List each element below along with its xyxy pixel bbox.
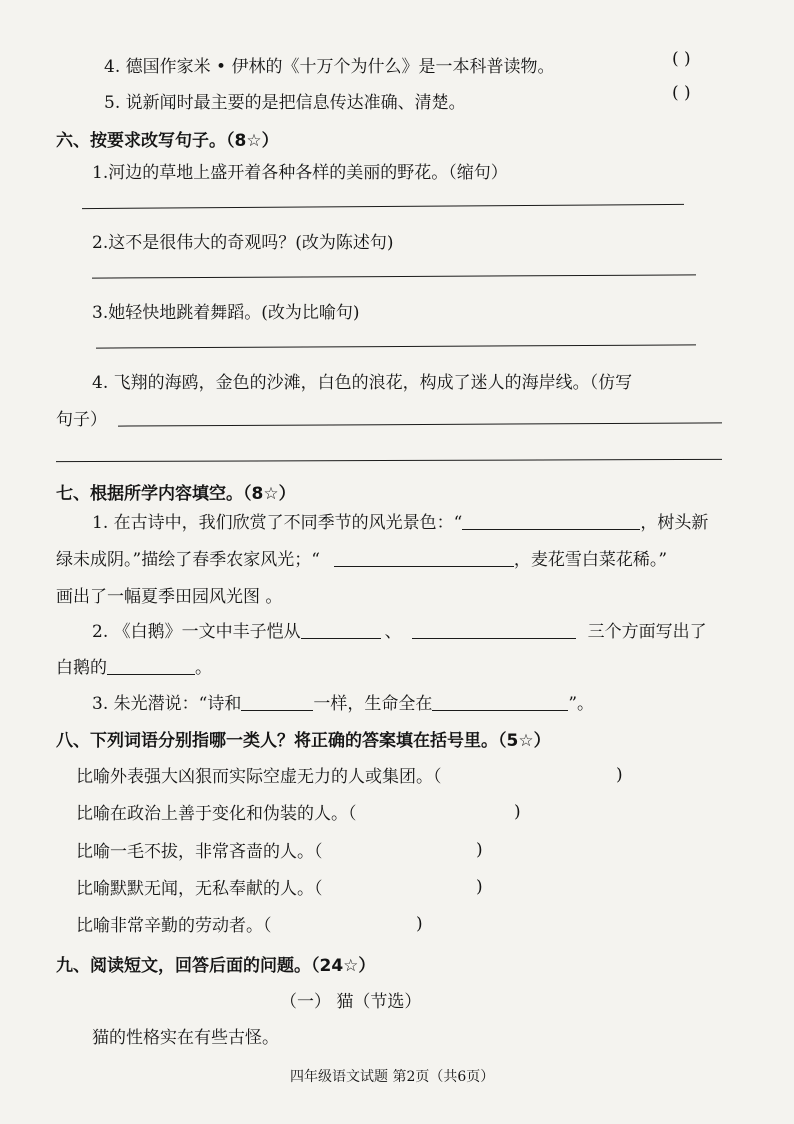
- fill-q1-text-b: ，树头新: [640, 513, 709, 533]
- fill-q2-sep: 、: [384, 622, 402, 642]
- rewrite-q3: 3.她轻快地跳着舞蹈。(改为比喻句): [92, 303, 360, 323]
- fill-q2-text-d: 。: [195, 658, 212, 678]
- blank-goose-trait[interactable]: [107, 658, 195, 675]
- idiom-paren-close-5[interactable]: ): [416, 914, 423, 934]
- judge-q5: 5. 说新闻时最主要的是把信息传达准确、清楚。: [104, 93, 466, 113]
- fill-q3-text-a: 3. 朱光潜说：“诗和: [92, 694, 242, 714]
- blank-poem-summer[interactable]: [334, 550, 514, 567]
- idiom-item-5: 比喻非常辛勤的劳动者。（: [76, 916, 272, 936]
- fill-q1-text-d: ，麦花雪白菜花稀。”: [513, 550, 668, 570]
- section-6-heading: 六、按要求改写句子。（8☆）: [56, 131, 279, 151]
- rewrite-q4-line2: 句子）: [56, 410, 107, 430]
- fill-q1-text-a: 1. 在古诗中，我们欣赏了不同季节的风光景色：“: [92, 513, 463, 533]
- idiom-paren-close-2[interactable]: ): [514, 802, 521, 822]
- page-footer: 四年级语文试题 第2页（共6页）: [290, 1069, 495, 1085]
- fill-q2-text-b: 三个方面写出了: [587, 622, 707, 642]
- blank-life-in[interactable]: [432, 694, 568, 711]
- idiom-paren-close-4[interactable]: ): [476, 877, 483, 897]
- answer-line-q1[interactable]: [82, 204, 684, 209]
- answer-paren-q4[interactable]: ( ): [672, 49, 691, 69]
- fill-q3-line: [92, 693, 594, 715]
- blank-poem-like[interactable]: [241, 694, 313, 711]
- answer-line-q4b[interactable]: [56, 459, 722, 462]
- reading-line-1: 猫的性格实在有些古怪。: [92, 1028, 279, 1048]
- fill-q3-text-b: 一样，生命全在: [313, 694, 433, 714]
- fill-q1-line3: 画出了一幅夏季田园风光图 。: [56, 587, 283, 607]
- fill-q1-line1: [92, 512, 708, 534]
- blank-aspect-2-3[interactable]: [412, 622, 576, 639]
- idiom-item-3: 比喻一毛不拔，非常吝啬的人。（: [76, 842, 323, 862]
- blank-poem-spring[interactable]: [462, 513, 640, 530]
- fill-q3-text-c: ”。: [568, 694, 595, 714]
- reading-subtitle: （一） 猫（节选）: [280, 992, 422, 1012]
- fill-q2-text-c: 白鹅的: [56, 658, 107, 678]
- answer-line-q3[interactable]: [96, 344, 696, 348]
- idiom-paren-close-1[interactable]: ): [616, 765, 623, 785]
- idiom-paren-close-3[interactable]: ): [476, 840, 483, 860]
- section-8-heading: 八、下列词语分别指哪一类人？将正确的答案填在括号里。（5☆）: [56, 731, 551, 751]
- section-7-heading: 七、根据所学内容填空。（8☆）: [56, 484, 296, 504]
- idiom-item-2: 比喻在政治上善于变化和伪装的人。（: [76, 804, 357, 824]
- rewrite-q4-line1: 4. 飞翔的海鸥，金色的沙滩，白色的浪花，构成了迷人的海岸线。（仿写: [92, 373, 633, 393]
- answer-line-q2[interactable]: [92, 274, 696, 278]
- judge-q4: 4. 德国作家米 • 伊林的《十万个为什么》是一本科普读物。: [104, 57, 555, 77]
- answer-paren-q5[interactable]: ( ): [672, 83, 691, 103]
- section-9-heading: 九、阅读短文，回答后面的问题。（24☆）: [56, 956, 376, 976]
- fill-q2-text-a: 2. 《白鹅》一文中丰子恺从: [92, 622, 301, 642]
- fill-q2-line1: [92, 621, 707, 643]
- idiom-item-1: 比喻外表强大凶狠而实际空虚无力的人或集团。（: [76, 767, 442, 787]
- idiom-item-4: 比喻默默无闻，无私奉献的人。（: [76, 879, 323, 899]
- fill-q1-line2: [56, 549, 667, 571]
- fill-q2-line2: [56, 657, 212, 679]
- fill-q1-text-c: 绿未成阴。”描绘了春季农家风光；“: [56, 550, 320, 570]
- rewrite-q2: 2.这不是很伟大的奇观吗？(改为陈述句): [92, 233, 394, 253]
- blank-aspect-1[interactable]: [301, 622, 381, 639]
- rewrite-q1: 1.河边的草地上盛开着各种各样的美丽的野花。（缩句）: [92, 163, 508, 183]
- answer-line-q4a[interactable]: [118, 422, 722, 426]
